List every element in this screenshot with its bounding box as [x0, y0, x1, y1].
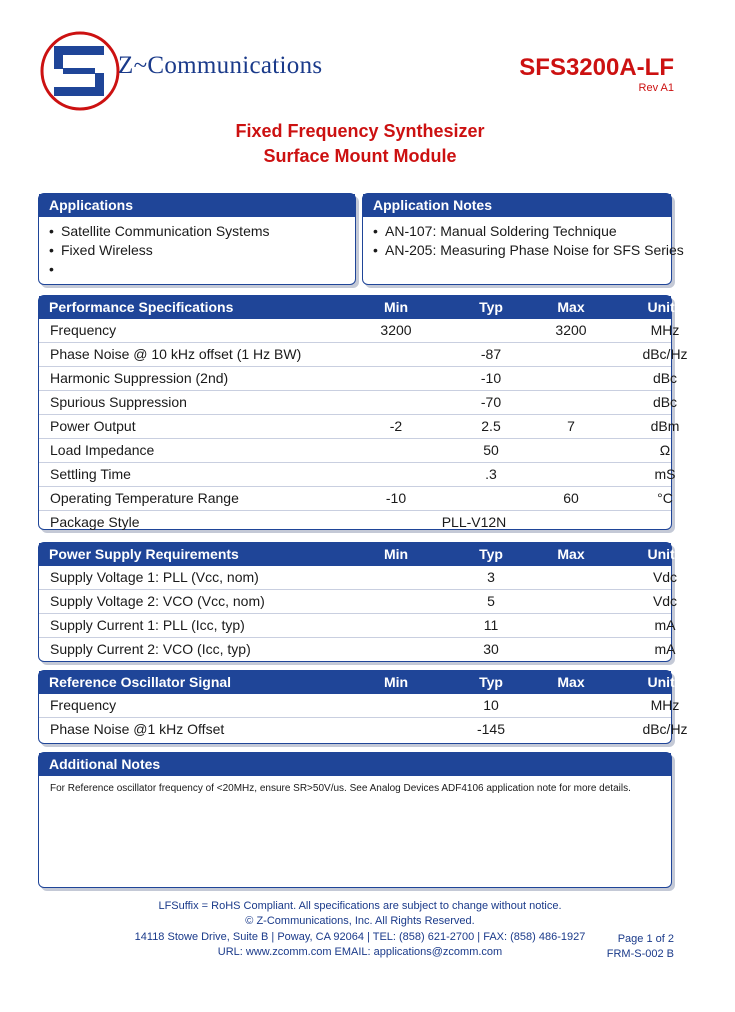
- footer-address: 14118 Stowe Drive, Suite B | Poway, CA 92064 | TEL: (858) 621-2700 | FAX: (858) 486-1927: [134, 931, 586, 943]
- table-cell: -70: [480, 394, 502, 410]
- table-row: [39, 511, 671, 534]
- table-cell: Frequency: [50, 322, 117, 338]
- table-cell: 3: [487, 569, 495, 585]
- company-name: Z~Communications: [118, 52, 323, 79]
- table-cell: Supply Current 2: VCO (Icc, typ): [50, 641, 251, 657]
- table-row: [39, 590, 678, 614]
- table-cell: MHz: [650, 697, 680, 713]
- table-cell: 10: [483, 697, 499, 713]
- table-cell: MHz: [650, 322, 680, 338]
- table-cell: mA: [654, 617, 676, 633]
- revision: Rev A1: [638, 82, 674, 94]
- application-notes-heading: Application Notes: [373, 197, 493, 213]
- application-notes-panel: [362, 193, 684, 285]
- col-typ: Typ: [479, 674, 503, 690]
- table-cell: 11: [483, 617, 499, 633]
- col-typ: Typ: [479, 299, 503, 315]
- additional-notes-heading: Additional Notes: [49, 756, 161, 772]
- col-units: Units: [647, 674, 683, 690]
- table-cell: Harmonic Suppression (2nd): [50, 370, 229, 386]
- table-cell: mA: [654, 641, 676, 657]
- table-row: [39, 718, 688, 741]
- table-cell: 7: [567, 418, 575, 434]
- table-row: [39, 463, 676, 487]
- col-min: Min: [383, 674, 409, 690]
- table-cell: 3200: [555, 322, 587, 338]
- table-cell: Settling Time: [50, 466, 131, 482]
- table-row: [39, 343, 688, 367]
- table-cell: Spurious Suppression: [50, 394, 187, 410]
- table-cell: dBc: [652, 394, 678, 410]
- power-supply-panel: [38, 542, 683, 662]
- table-row: [39, 391, 678, 415]
- page-number: Page 1 of 2: [617, 933, 674, 945]
- table-cell: Phase Noise @1 kHz Offset: [50, 721, 225, 737]
- table-cell: °C: [657, 490, 673, 506]
- col-typ: Typ: [479, 546, 503, 562]
- table-cell: Ω: [659, 442, 671, 458]
- table-cell: Vdc: [652, 569, 678, 585]
- footer-contact: URL: www.zcomm.com EMAIL: applications@zcomm.com: [217, 946, 503, 958]
- table-cell: Load Impedance: [50, 442, 155, 458]
- table-row: [39, 487, 671, 511]
- page-subtitle: Surface Mount Module: [263, 146, 457, 166]
- col-max: Max: [557, 546, 585, 562]
- table-cell: mS: [654, 466, 676, 482]
- col-units: Units: [647, 546, 683, 562]
- performance-heading: Performance Specifications: [49, 299, 234, 315]
- table-cell: dBc/Hz: [642, 721, 688, 737]
- list-item: • AN-205: Measuring Phase Noise for SFS Series: [373, 242, 684, 258]
- power-supply-heading: Power Supply Requirements: [49, 546, 239, 562]
- table-row: [39, 638, 676, 661]
- table-cell: dBm: [650, 418, 680, 434]
- list-item: • Fixed Wireless: [49, 242, 153, 258]
- table-cell: -2: [389, 418, 403, 434]
- table-row: [39, 415, 680, 439]
- reference-oscillator-panel: [38, 670, 688, 744]
- table-row: [39, 367, 678, 391]
- table-cell: Supply Voltage 2: VCO (Vcc, nom): [50, 593, 265, 609]
- form-number: FRM-S-002 B: [606, 948, 674, 960]
- table-cell: 5: [487, 593, 495, 609]
- performance-panel: [38, 295, 688, 530]
- table-cell: 60: [563, 490, 579, 506]
- table-cell: 2.5: [481, 418, 501, 434]
- table-cell: -10: [480, 370, 502, 386]
- table-cell: dBc: [652, 370, 678, 386]
- list-item: •: [49, 261, 54, 277]
- part-number: SFS3200A-LF: [519, 54, 674, 81]
- table-cell: Operating Temperature Range: [50, 490, 239, 506]
- company-logo-icon: [36, 26, 126, 116]
- page-title: Fixed Frequency Synthesizer: [235, 121, 485, 141]
- table-cell: 50: [483, 442, 499, 458]
- table-cell: -145: [476, 721, 506, 737]
- additional-notes-text: For Reference oscillator frequency of <20MHz, ensure SR>50V/us. See Analog Devices ADF4106 application note for more details.: [50, 783, 631, 794]
- table-cell: Supply Current 1: PLL (Icc, typ): [50, 617, 245, 633]
- table-cell: .3: [485, 466, 497, 482]
- table-cell: Phase Noise @ 10 kHz offset (1 Hz BW): [50, 346, 302, 362]
- table-row: [39, 614, 676, 638]
- col-units: Units: [647, 299, 683, 315]
- table-row: [39, 566, 678, 590]
- table-row: [39, 319, 680, 343]
- table-cell: Power Output: [50, 418, 136, 434]
- table-cell: -10: [385, 490, 407, 506]
- table-row: [39, 694, 680, 718]
- table-cell: dBc/Hz: [642, 346, 688, 362]
- reference-heading: Reference Oscillator Signal: [49, 674, 232, 690]
- table-cell: Vdc: [652, 593, 678, 609]
- table-cell: Frequency: [50, 697, 117, 713]
- list-item: • Satellite Communication Systems: [49, 223, 270, 239]
- col-min: Min: [383, 299, 409, 315]
- footer-copyright: © Z-Communications, Inc. All Rights Reserved.: [245, 915, 475, 927]
- table-row: [39, 439, 671, 463]
- table-cell: 3200: [380, 322, 412, 338]
- col-max: Max: [557, 299, 585, 315]
- applications-panel: [38, 193, 356, 285]
- table-cell: 30: [483, 641, 499, 657]
- table-cell: Package Style: [50, 514, 140, 530]
- additional-notes-panel: [38, 752, 672, 888]
- table-cell: Supply Voltage 1: PLL (Vcc, nom): [50, 569, 259, 585]
- list-item: • AN-107: Manual Soldering Technique: [373, 223, 617, 239]
- applications-heading: Applications: [49, 197, 134, 213]
- col-min: Min: [383, 546, 409, 562]
- col-max: Max: [557, 674, 585, 690]
- footer-disclaimer: LFSuffix = RoHS Compliant. All specifications are subject to change without notice.: [158, 900, 562, 912]
- table-cell: PLL-V12N: [441, 514, 507, 530]
- table-cell: -87: [480, 346, 502, 362]
